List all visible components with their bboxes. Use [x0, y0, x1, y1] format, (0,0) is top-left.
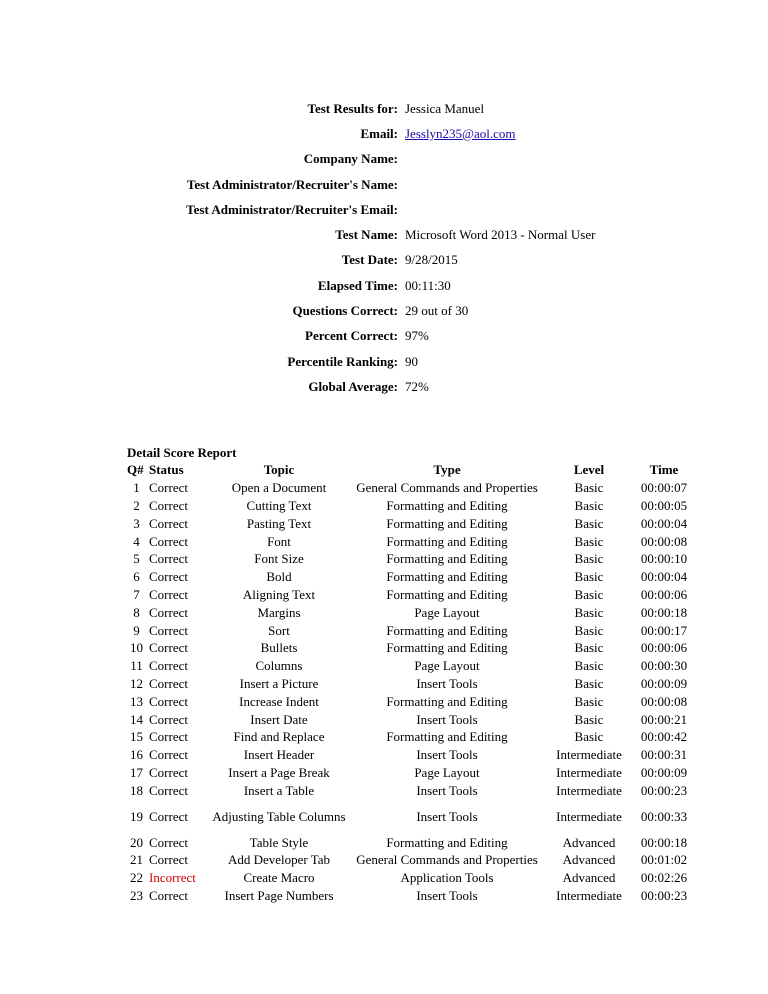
question-type: Insert Tools — [416, 675, 478, 691]
header-row — [0, 96, 768, 121]
header-label: Percentile Ranking: — [287, 353, 398, 369]
question-status: Correct — [149, 693, 188, 709]
header-row — [0, 273, 768, 298]
header-label: Percent Correct: — [305, 328, 398, 344]
table-row — [124, 887, 697, 905]
question-topic: Add Developer Tab — [227, 852, 331, 868]
table-row — [124, 568, 697, 586]
header-row — [0, 374, 768, 399]
question-level: Intermediate — [556, 782, 622, 798]
question-time: 00:00:05 — [640, 497, 688, 513]
header-row — [0, 147, 768, 172]
question-time: 00:00:06 — [640, 586, 688, 602]
question-status: Correct — [149, 480, 188, 496]
header-value: 90 — [405, 353, 418, 369]
question-time: 00:00:08 — [640, 693, 688, 709]
question-status: Correct — [149, 640, 188, 656]
question-type: Insert Tools — [416, 808, 478, 824]
question-time: 00:00:23 — [640, 887, 688, 903]
header-label: Test Results for: — [307, 100, 398, 116]
question-level: Basic — [574, 622, 604, 638]
question-type: Formatting and Editing — [386, 533, 508, 549]
question-level: Intermediate — [556, 764, 622, 780]
question-type: Insert Tools — [416, 782, 478, 798]
question-type: Formatting and Editing — [386, 640, 508, 656]
col-header-type: Type — [433, 462, 461, 478]
header-value: 9/28/2015 — [405, 252, 458, 268]
question-type: Formatting and Editing — [386, 693, 508, 709]
header-row — [0, 172, 768, 197]
question-topic: Insert a Page Break — [228, 764, 330, 780]
question-type: Formatting and Editing — [386, 569, 508, 585]
question-level: Intermediate — [556, 808, 622, 824]
question-level: Advanced — [562, 834, 616, 850]
question-topic: Insert a Picture — [239, 675, 319, 691]
question-topic: Bold — [266, 569, 292, 585]
question-time: 00:00:23 — [640, 782, 688, 798]
table-row — [124, 497, 697, 515]
question-level: Basic — [574, 515, 604, 531]
question-number: 23 — [130, 887, 143, 903]
question-level: Intermediate — [556, 747, 622, 763]
question-time: 00:00:18 — [640, 834, 688, 850]
question-status: Correct — [149, 497, 188, 513]
question-status: Correct — [149, 604, 188, 620]
question-status: Correct — [149, 675, 188, 691]
table-row — [124, 675, 697, 693]
header-row — [0, 298, 768, 323]
question-topic: Insert Header — [243, 747, 315, 763]
question-level: Basic — [574, 586, 604, 602]
question-type: Formatting and Editing — [386, 834, 508, 850]
question-number: 22 — [130, 870, 143, 886]
header-label: Questions Correct: — [292, 303, 398, 319]
question-topic: Pasting Text — [246, 515, 312, 531]
question-topic: Insert Page Numbers — [224, 887, 334, 903]
question-topic: Open a Document — [231, 480, 327, 496]
question-type: Insert Tools — [416, 711, 478, 727]
question-number: 16 — [130, 747, 143, 763]
question-topic: Cutting Text — [246, 497, 312, 513]
question-level: Basic — [574, 693, 604, 709]
question-type: Formatting and Editing — [386, 551, 508, 567]
question-level: Basic — [574, 640, 604, 656]
question-number: 19 — [130, 808, 143, 824]
header-row — [0, 121, 768, 146]
table-row — [124, 621, 697, 639]
header-value: 00:11:30 — [405, 277, 451, 293]
question-number: 14 — [130, 711, 143, 727]
question-number: 10 — [130, 640, 143, 656]
question-level: Advanced — [562, 852, 616, 868]
question-time: 00:00:21 — [640, 711, 688, 727]
question-status: Correct — [149, 782, 188, 798]
question-time: 00:00:04 — [640, 515, 688, 531]
table-row — [124, 764, 697, 782]
question-status: Correct — [149, 729, 188, 745]
header-value: 29 out of 30 — [405, 303, 469, 319]
question-level: Advanced — [562, 870, 616, 886]
question-level: Basic — [574, 675, 604, 691]
question-status: Correct — [149, 711, 188, 727]
question-level: Basic — [574, 658, 604, 674]
question-status: Correct — [149, 622, 188, 638]
table-row — [124, 692, 697, 710]
question-number: 20 — [130, 834, 143, 850]
header-row — [0, 349, 768, 374]
question-status: Correct — [149, 569, 188, 585]
question-number: 17 — [130, 764, 143, 780]
question-topic: Find and Replace — [233, 729, 325, 745]
table-row — [124, 550, 697, 568]
question-level: Basic — [574, 497, 604, 513]
question-topic: Adjusting Table Columns — [212, 808, 346, 824]
question-type: Formatting and Editing — [386, 622, 508, 638]
question-number: 3 — [133, 515, 140, 531]
question-status: Correct — [149, 852, 188, 868]
header-value — [405, 126, 768, 142]
question-number: 4 — [133, 533, 140, 549]
header-label: Email: — [360, 125, 398, 141]
question-topic: Create Macro — [243, 870, 315, 886]
question-time: 00:00:08 — [640, 533, 688, 549]
question-time: 00:01:02 — [640, 852, 688, 868]
question-status: Correct — [149, 764, 188, 780]
table-row — [124, 532, 697, 550]
question-time: 00:00:31 — [640, 747, 688, 763]
question-status: Correct — [149, 808, 188, 824]
question-time: 00:00:33 — [640, 808, 688, 824]
question-number: 13 — [130, 693, 143, 709]
question-time: 00:00:06 — [640, 640, 688, 656]
question-topic: Font Size — [254, 551, 304, 567]
question-time: 00:00:04 — [640, 569, 688, 585]
question-type: Formatting and Editing — [386, 497, 508, 513]
question-type: Formatting and Editing — [386, 586, 508, 602]
question-type: Formatting and Editing — [386, 729, 508, 745]
question-number: 18 — [130, 782, 143, 798]
question-type: General Commands and Properties — [356, 852, 538, 868]
question-time: 00:00:07 — [640, 480, 688, 496]
question-number: 6 — [133, 569, 140, 585]
question-type: Page Layout — [414, 604, 480, 620]
col-header-status: Status — [149, 462, 184, 478]
table-row — [124, 586, 697, 604]
header-label: Test Date: — [341, 252, 398, 268]
header-label: Global Average: — [308, 378, 398, 394]
header-row — [0, 197, 768, 222]
header-label: Test Name: — [335, 227, 398, 243]
header-value: 97% — [405, 328, 429, 344]
question-topic: Sort — [268, 622, 290, 638]
header-label: Test Administrator/Recruiter's Name: — [186, 176, 398, 192]
question-number: 9 — [133, 622, 140, 638]
detail-score-table — [124, 461, 697, 904]
question-level: Basic — [574, 711, 604, 727]
question-number: 1 — [133, 480, 140, 496]
question-type: Insert Tools — [416, 747, 478, 763]
question-time: 00:00:09 — [640, 675, 688, 691]
question-level: Basic — [574, 480, 604, 496]
question-level: Basic — [574, 604, 604, 620]
question-time: 00:02:26 — [640, 870, 688, 886]
question-status: Correct — [149, 658, 188, 674]
col-header-time: Time — [649, 462, 679, 478]
question-topic: Bullets — [260, 640, 298, 656]
header-value: Jessica Manuel — [405, 100, 485, 116]
question-time: 00:00:18 — [640, 604, 688, 620]
question-number: 7 — [133, 586, 140, 602]
question-topic: Increase Indent — [239, 693, 319, 709]
question-type: Insert Tools — [416, 887, 478, 903]
question-status: Correct — [149, 586, 188, 602]
detail-report-title: Detail Score Report — [127, 445, 237, 460]
question-topic: Font — [267, 533, 291, 549]
question-number: 21 — [130, 852, 143, 868]
question-type: Page Layout — [414, 764, 480, 780]
question-status: Correct — [149, 747, 188, 763]
header-row — [0, 248, 768, 273]
question-time: 00:00:09 — [640, 764, 688, 780]
question-type: General Commands and Properties — [356, 480, 538, 496]
question-status: Correct — [149, 887, 188, 903]
email-link[interactable]: Jesslyn235@aol.com — [405, 125, 516, 141]
test-results-header — [0, 96, 768, 400]
question-level: Basic — [574, 729, 604, 745]
table-row — [124, 479, 697, 497]
table-header-row — [124, 461, 697, 479]
header-label: Company Name: — [303, 151, 398, 167]
header-label: Elapsed Time: — [317, 277, 398, 293]
table-row — [124, 639, 697, 657]
question-topic: Table Style — [249, 834, 309, 850]
header-value: Microsoft Word 2013 - Normal User — [405, 227, 596, 243]
table-row — [124, 514, 697, 532]
question-type: Formatting and Editing — [386, 515, 508, 531]
col-header-q: Q# — [127, 462, 144, 478]
question-topic: Insert Date — [250, 711, 308, 727]
question-topic: Insert a Table — [243, 782, 315, 798]
question-level: Intermediate — [556, 887, 622, 903]
question-status: Incorrect — [149, 870, 196, 886]
header-value: 72% — [405, 378, 429, 394]
table-row — [124, 799, 697, 833]
col-header-topic: Topic — [263, 462, 295, 478]
question-number: 12 — [130, 675, 143, 691]
question-level: Basic — [574, 551, 604, 567]
question-time: 00:00:42 — [640, 729, 688, 745]
question-number: 8 — [133, 604, 140, 620]
question-type: Page Layout — [414, 658, 480, 674]
table-row — [124, 657, 697, 675]
table-row — [124, 869, 697, 887]
table-row — [124, 851, 697, 869]
table-row — [124, 710, 697, 728]
table-row — [124, 746, 697, 764]
header-row — [0, 324, 768, 349]
header-label: Test Administrator/Recruiter's Email: — [186, 201, 398, 217]
question-status: Correct — [149, 533, 188, 549]
question-topic: Columns — [255, 658, 303, 674]
question-type: Application Tools — [400, 870, 494, 886]
question-topic: Aligning Text — [242, 586, 316, 602]
question-number: 2 — [133, 497, 140, 513]
question-status: Correct — [149, 515, 188, 531]
question-level: Basic — [574, 569, 604, 585]
question-time: 00:00:17 — [640, 622, 688, 638]
question-status: Correct — [149, 551, 188, 567]
question-time: 00:00:10 — [640, 551, 688, 567]
table-row — [124, 833, 697, 851]
question-level: Basic — [574, 533, 604, 549]
question-number: 11 — [130, 658, 143, 674]
table-row — [124, 603, 697, 621]
question-topic: Margins — [257, 604, 301, 620]
table-row — [124, 781, 697, 799]
table-row — [124, 728, 697, 746]
question-status: Correct — [149, 834, 188, 850]
header-row — [0, 222, 768, 247]
question-number: 5 — [133, 551, 140, 567]
col-header-level: Level — [573, 462, 605, 478]
question-time: 00:00:30 — [640, 658, 688, 674]
question-number: 15 — [130, 729, 143, 745]
